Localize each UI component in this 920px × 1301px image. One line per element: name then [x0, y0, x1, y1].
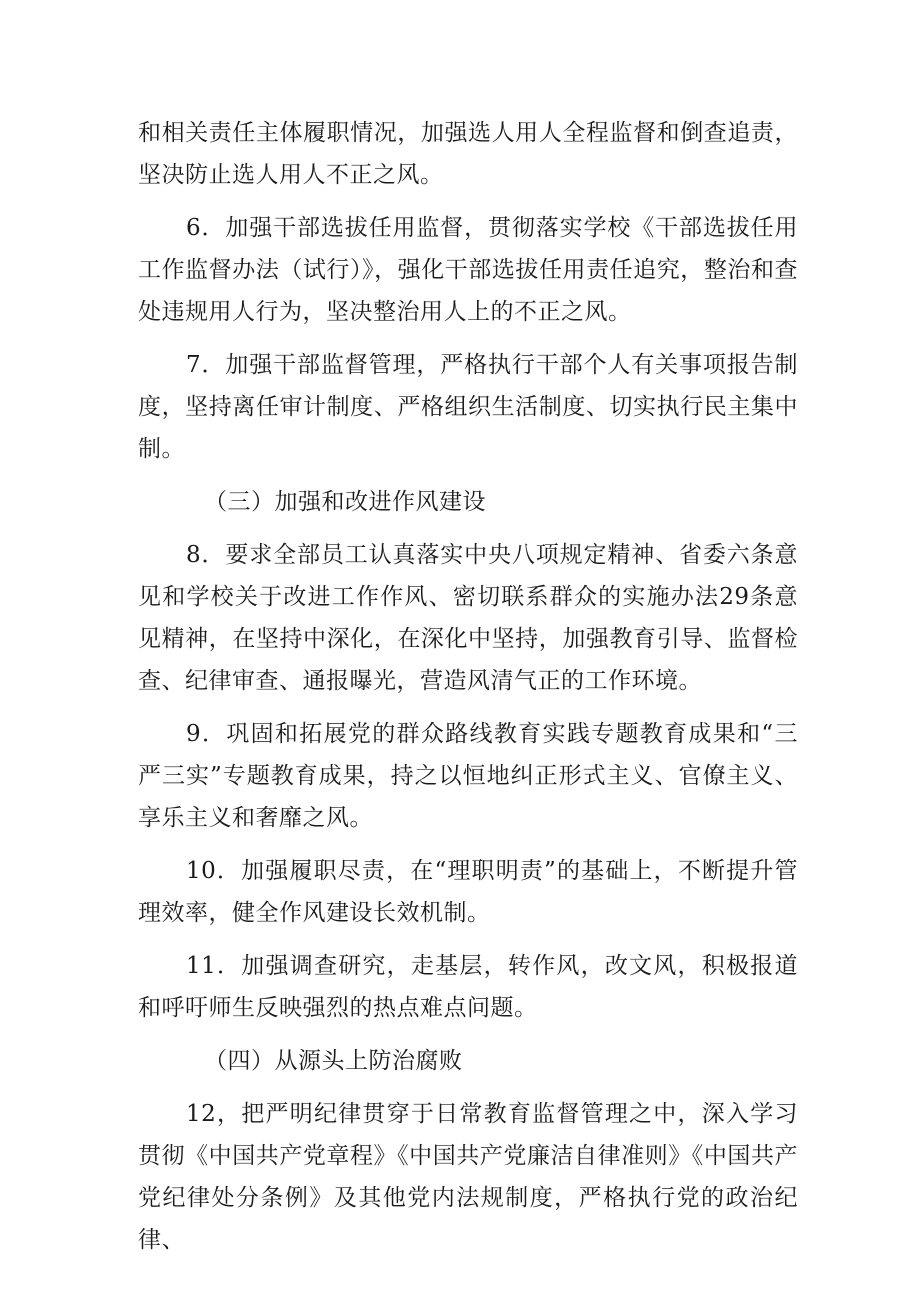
paragraph-item-11: 11．加强调查研究，走基层，转作风，改文风，积极报道和呼吁师生反映强烈的热点难点问题。	[138, 953, 798, 1021]
paragraph-item-9: 9．巩固和拓展党的群众路线教育实践专题教育成果和“三严三实”专题教育成果，持之以恒地纠正形式主义、官僚主义、享乐主义和奢靡之风。	[138, 721, 798, 831]
section-heading-3: （三）加强和改进作风建设	[204, 489, 486, 515]
paragraph-selection-oversight-end: 和相关责任主体履职情况，加强选人用人全程监督和倒查追责，坚决防止选人用人不正之风。	[138, 120, 798, 188]
paragraph-item-8: 8．要求全部员工认真落实中央八项规定精神、省委六条意见和学校关于改进工作作风、密切联系群众的实施办法29条意见精神，在坚持中深化，在深化中坚持，加强教育引导、监督检查、纪律审查、通报曝光，营造风清气正的工作环境。	[138, 542, 798, 694]
paragraph-item-6: 6．加强干部选拔任用监督，贯彻落实学校《干部选拔任用工作监督办法（试行）》，强化干部选拔任用责任追究，整治和查处违规用人行为，坚决整治用人上的不正之风。	[138, 215, 798, 325]
section-heading-4: （四）从源头上防治腐败	[204, 1048, 463, 1074]
paragraph-item-7: 7．加强干部监督管理，严格执行干部个人有关事项报告制度，坚持离任审计制度、严格组织生活制度、切实执行民主集中制。	[138, 352, 798, 462]
paragraph-item-10: 10．加强履职尽责，在“理职明责”的基础上，不断提升管理效率，健全作风建设长效机制。	[138, 858, 798, 926]
paragraph-item-12: 12，把严明纪律贯穿于日常教育监督管理之中，深入学习贯彻《中国共产党章程》《中国共产党廉洁自律准则》《中国共产党纪律处分条例》及其他党内法规制度，严格执行党的政治纪律、	[138, 1101, 798, 1253]
document-body	[138, 112, 798, 1272]
